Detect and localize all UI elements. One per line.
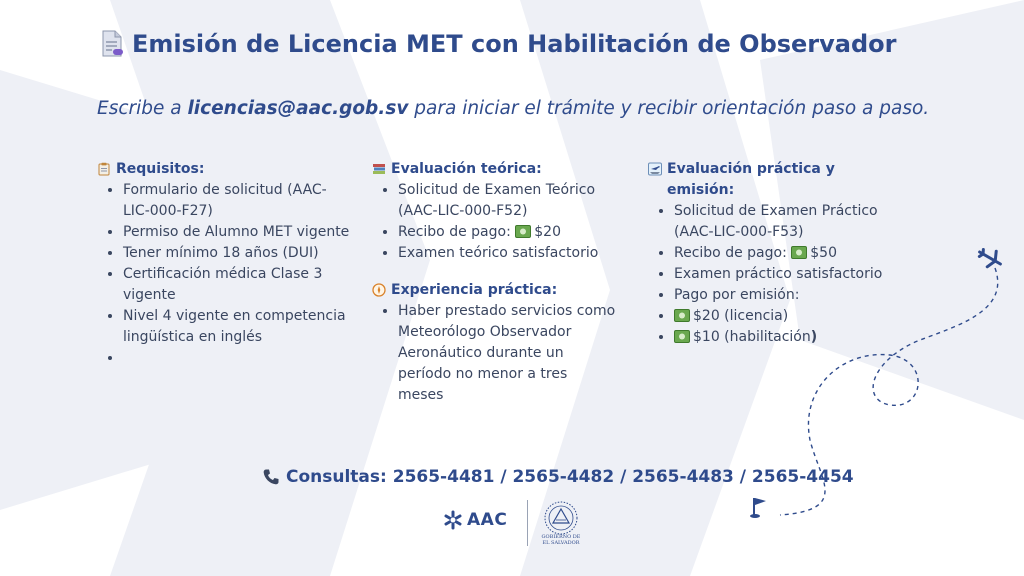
document-icon: [100, 30, 124, 58]
books-icon: [372, 162, 386, 176]
page-title: [100, 24, 930, 64]
list-item: • Formulario de solicitud (AAC-LIC-000-F27): [123, 180, 352, 222]
list-item: • Solicitud de Examen Práctico (AAC-LIC-000-F53): [674, 201, 888, 243]
list-item: • $10 (habilitación): [674, 327, 888, 348]
list-item: • Examen teórico satisfactorio: [398, 243, 617, 264]
money-icon: [674, 308, 690, 321]
list-item: • Examen práctico satisfactorio: [674, 264, 888, 285]
logo-divider: [527, 500, 528, 546]
money-icon: [515, 224, 531, 237]
gov-logo-text: GOBIERNO DE EL SALVADOR: [541, 534, 581, 546]
contact-email-link[interactable]: licencias@aac.gob.sv: [187, 98, 409, 119]
airplane-icon: [975, 244, 1005, 272]
experiencia-heading: Experiencia práctica:: [372, 280, 617, 301]
contact-phones: Consultas: 2565-4481 / 2565-4482 / 2565-4483 / 2565-4454: [286, 467, 854, 487]
list-item-empty: [123, 348, 352, 369]
teorica-section: [372, 159, 617, 406]
list-item: • Haber prestado servicios como Meteorólogo Observador Aeronáutico durante un período no menor a tres meses: [398, 301, 617, 406]
intro-text: Escribe a licencias@aac.gob.sv para iniciar el trámite y recibir orientación paso a paso.: [97, 98, 930, 119]
list-item: • Recibo de pago: $20: [398, 222, 617, 243]
list-item: • Certificación médica Clase 3 vigente: [123, 264, 352, 306]
list-item: • Permiso de Alumno MET vigente: [123, 222, 352, 243]
phone-icon: [262, 468, 280, 486]
list-item: • $20 (licencia): [674, 306, 888, 327]
el-salvador-seal-icon: [543, 500, 579, 536]
list-item: • Pago por emisión:: [674, 285, 888, 306]
aac-star-icon: [443, 510, 463, 530]
compass-icon: [372, 283, 386, 297]
contact-line: [262, 464, 854, 490]
list-item: • Nivel 4 vigente en competencia lingüística en inglés: [123, 306, 352, 348]
list-item: • Tener mínimo 18 años (DUI): [123, 243, 352, 264]
requisitos-section: [97, 159, 352, 369]
title-text: Emisión de Licencia MET con Habilitación de Observador: [132, 30, 897, 58]
requisitos-list: [97, 180, 352, 369]
footer-logos: [440, 498, 590, 550]
money-icon: [674, 329, 690, 342]
practica-heading: Evaluación práctica y emisión:: [648, 159, 888, 201]
list-item: • Solicitud de Examen Teórico (AAC-LIC-000-F52): [398, 180, 617, 222]
teorica-heading: Evaluación teórica:: [372, 159, 617, 180]
requisitos-heading: Requisitos:: [97, 159, 352, 180]
teorica-list: [372, 180, 617, 264]
clipboard-icon: [97, 162, 111, 176]
flag-icon: [750, 498, 766, 518]
airfield-icon: [648, 162, 662, 176]
aac-logo: AAC: [443, 510, 507, 530]
list-item: • Recibo de pago: $50: [674, 243, 888, 264]
experiencia-list: [372, 301, 617, 406]
